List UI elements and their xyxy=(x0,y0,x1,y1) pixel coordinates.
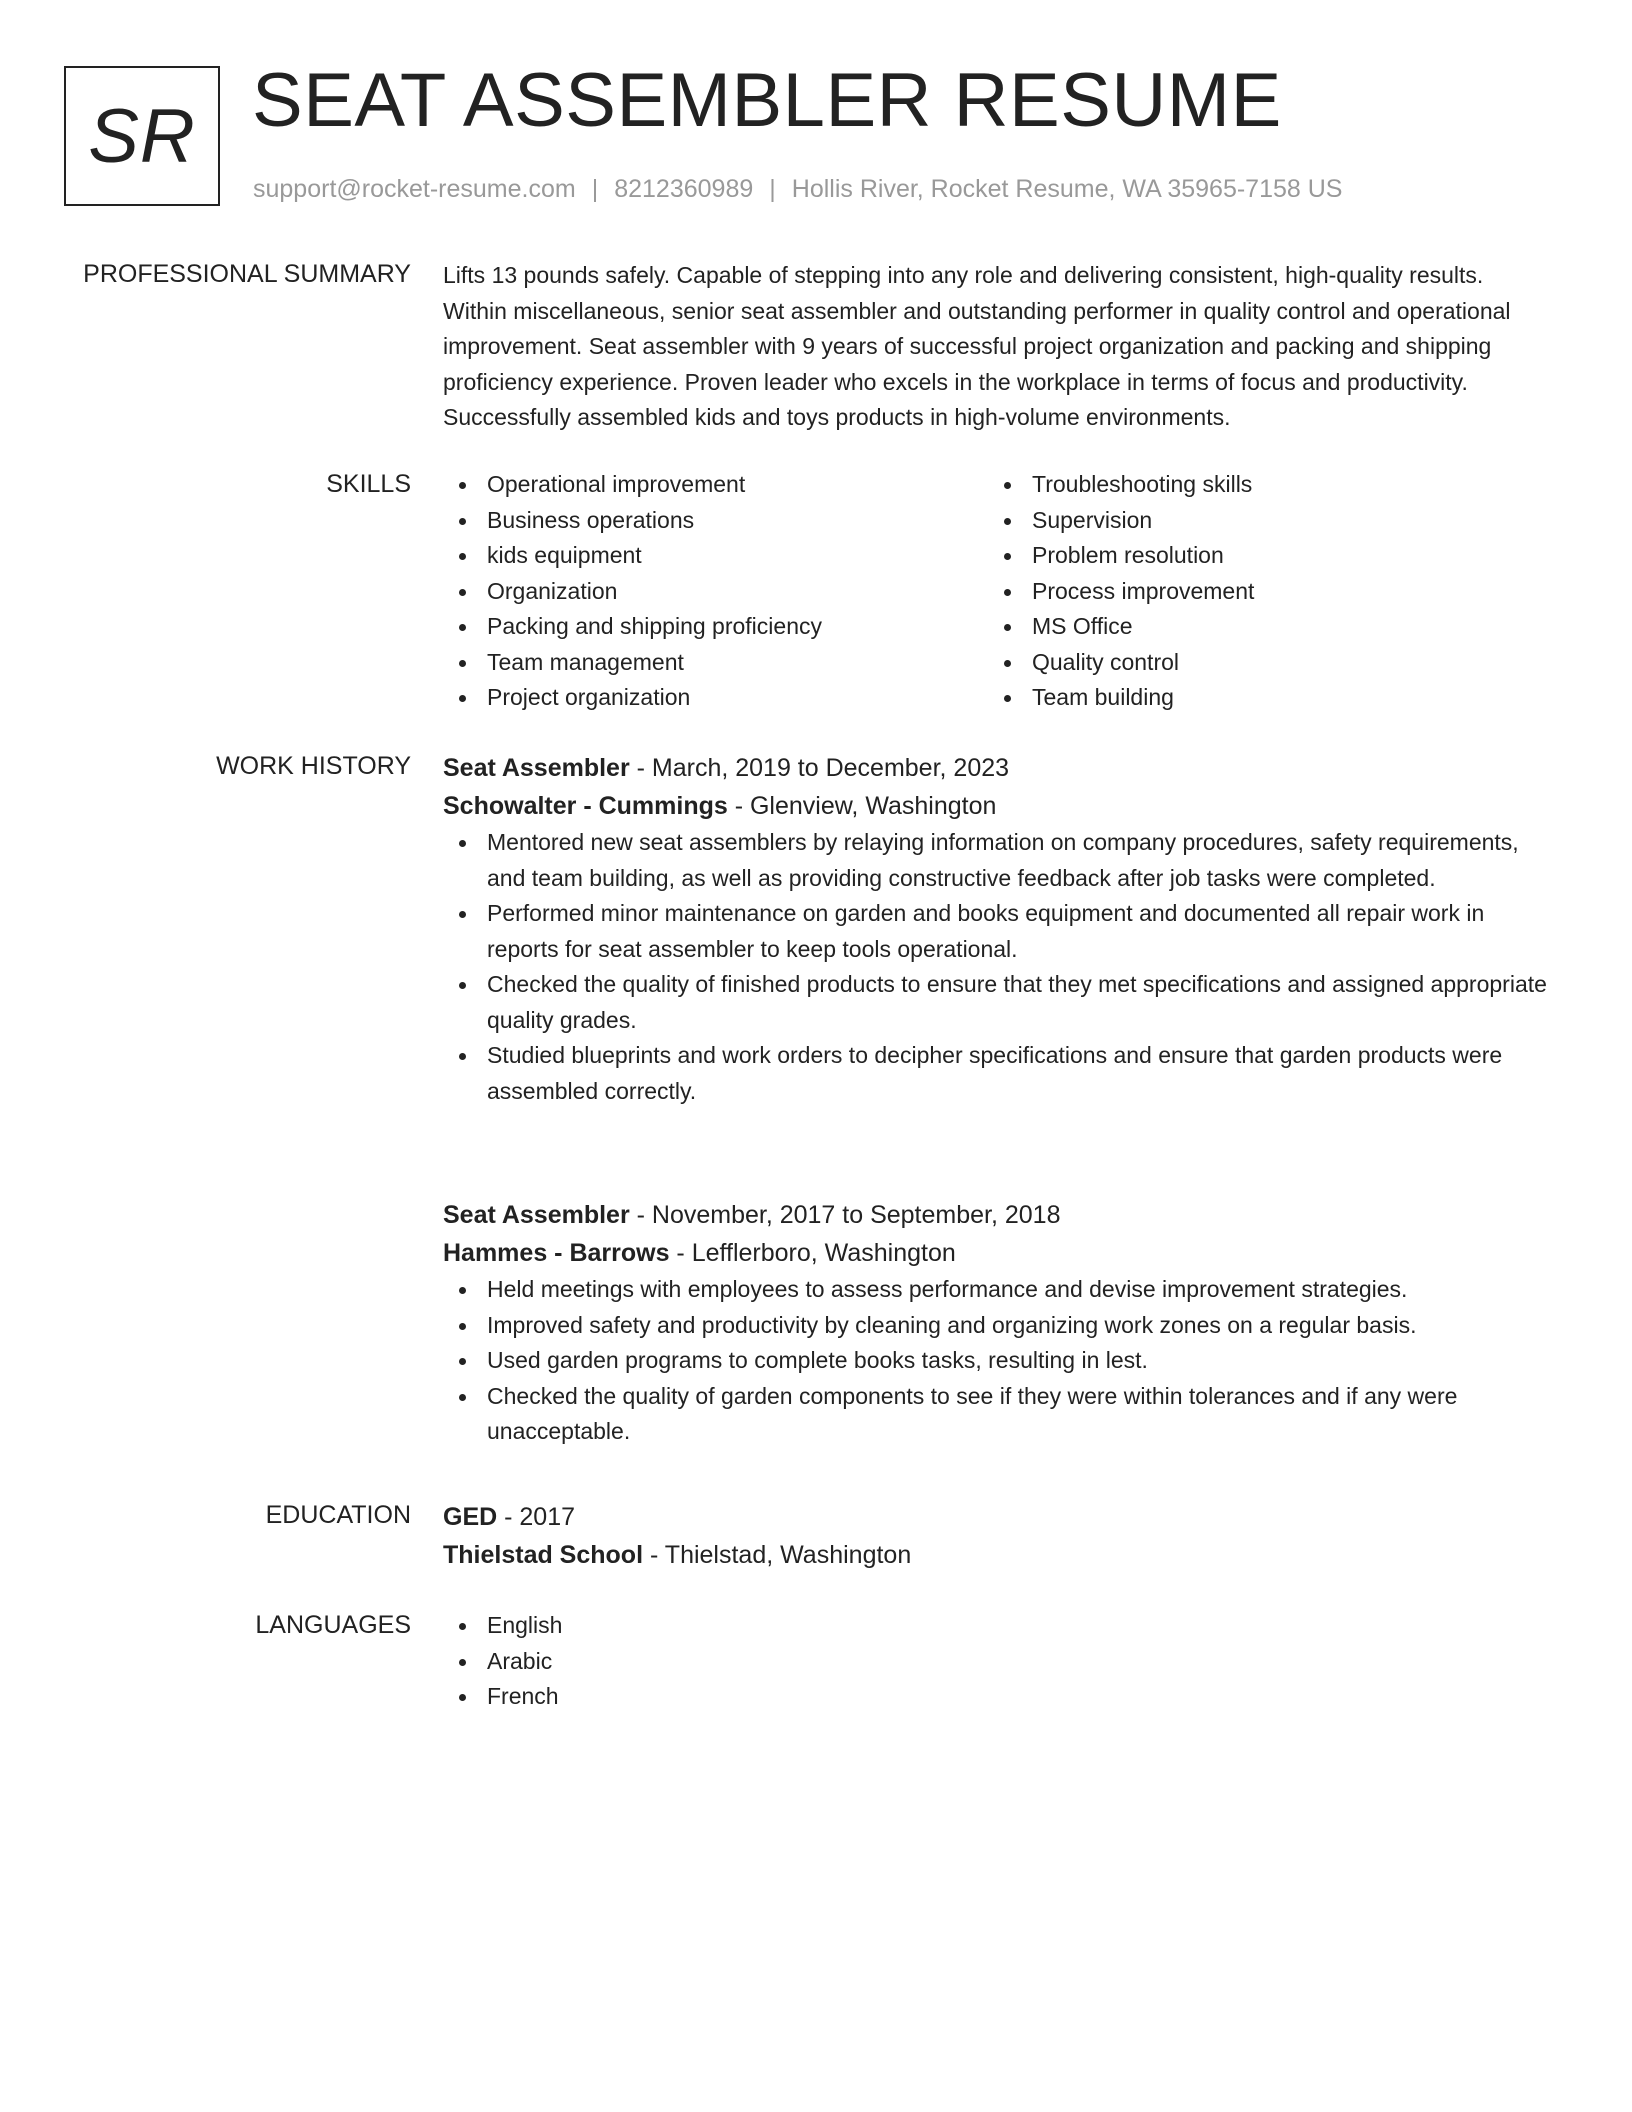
job-title: Seat Assembler xyxy=(443,754,630,782)
job-title-line xyxy=(443,749,1553,787)
languages-label: LANGUAGES xyxy=(255,1611,411,1639)
job-duty-item: Studied blueprints and work orders to decipher specifications and ensure that garden products were assembled correctly. xyxy=(443,1038,1553,1109)
skill-item: MS Office xyxy=(988,609,1533,645)
job-duties xyxy=(443,1272,1553,1450)
job-location: - Glenview, Washington xyxy=(727,792,997,820)
resume-title: SEAT ASSEMBLER RESUME xyxy=(252,58,1282,143)
job-duty-item: Used garden programs to complete books tasks, resulting in lest. xyxy=(443,1343,1553,1379)
job-duty-item: Checked the quality of garden components to see if they were within tolerances and if any were unacceptable. xyxy=(443,1379,1553,1450)
summary-label: PROFESSIONAL SUMMARY xyxy=(83,260,411,288)
skills-list-left xyxy=(443,467,988,716)
job-company: Schowalter - Cummings xyxy=(443,792,728,820)
skill-item: Packing and shipping proficiency xyxy=(443,609,988,645)
education-year: - 2017 xyxy=(497,1503,576,1531)
job-duty-item: Mentored new seat assemblers by relaying information on company procedures, safety requirements, and team building, as well as providing constructive feedback after job tasks were completed. xyxy=(443,825,1553,896)
skill-item: kids equipment xyxy=(443,538,988,574)
skill-item: Process improvement xyxy=(988,574,1533,610)
summary-body xyxy=(443,257,1553,436)
contact-email: support@rocket-resume.com xyxy=(253,175,576,203)
language-item: French xyxy=(443,1679,1553,1715)
job-dates: - November, 2017 to September, 2018 xyxy=(629,1201,1061,1229)
job-dates: - March, 2019 to December, 2023 xyxy=(629,754,1010,782)
summary-text: Lifts 13 pounds safely. Capable of stepping into any role and delivering consistent, high-quality results. Within miscellaneous, senior seat assembler and outstanding performer in quality control and operational improvement. Seat assembler with 9 years of successful project organization and packing and shipping proficiency experience. Proven leader who excels in the workplace in terms of focus and productivity. Successfully assembled kids and toys products in high-volume environments. xyxy=(443,262,1511,430)
job-duties xyxy=(443,825,1553,1109)
skill-item: Business operations xyxy=(443,503,988,539)
skill-item: Project organization xyxy=(443,680,988,716)
job-duty-item: Held meetings with employees to assess performance and devise improvement strategies. xyxy=(443,1272,1553,1308)
contact-address: Hollis River, Rocket Resume, WA 35965-7158 US xyxy=(791,175,1343,203)
monogram-text: SR xyxy=(88,93,196,179)
skills-body xyxy=(443,467,1553,716)
monogram-logo xyxy=(64,66,220,206)
education-school-line xyxy=(443,1536,1553,1574)
job-duty-item: Improved safety and productivity by cleaning and organizing work zones on a regular basis. xyxy=(443,1308,1553,1344)
contact-separator: | xyxy=(591,175,599,203)
contact-line xyxy=(253,172,1342,206)
education-degree-line xyxy=(443,1498,1553,1536)
education-school: Thielstad School xyxy=(443,1541,644,1569)
skill-item: Supervision xyxy=(988,503,1533,539)
skill-item: Troubleshooting skills xyxy=(988,467,1533,503)
skill-item: Operational improvement xyxy=(443,467,988,503)
job-duty-item: Checked the quality of finished products to ensure that they met specifications and assigned appropriate quality grades. xyxy=(443,967,1553,1038)
job-company-line xyxy=(443,787,1553,825)
language-item: English xyxy=(443,1608,1553,1644)
skill-item: Team management xyxy=(443,645,988,681)
education-body xyxy=(443,1498,1553,1574)
skills-label: SKILLS xyxy=(326,470,411,498)
job-title: Seat Assembler xyxy=(443,1201,630,1229)
work-history-label: WORK HISTORY xyxy=(216,752,411,780)
job-duty-item: Performed minor maintenance on garden and books equipment and documented all repair work in reports for seat assembler to keep tools operational. xyxy=(443,896,1553,967)
language-item: Arabic xyxy=(443,1644,1553,1680)
contact-phone: 8212360989 xyxy=(614,175,754,203)
education-location: - Thielstad, Washington xyxy=(643,1541,912,1569)
contact-separator: | xyxy=(769,175,776,203)
skill-item: Team building xyxy=(988,680,1533,716)
skills-list-right xyxy=(988,467,1533,716)
skills-columns xyxy=(443,467,1553,716)
job-location: - Lefflerboro, Washington xyxy=(669,1239,956,1267)
education-degree: GED xyxy=(443,1503,498,1531)
job-company: Hammes - Barrows xyxy=(443,1239,670,1267)
job-entry xyxy=(443,1196,1553,1450)
languages-body xyxy=(443,1608,1553,1715)
skill-item: Organization xyxy=(443,574,988,610)
skill-item: Problem resolution xyxy=(988,538,1533,574)
job-title-line xyxy=(443,1196,1553,1234)
job-company-line xyxy=(443,1234,1553,1272)
job-entry xyxy=(443,749,1553,1109)
skill-item: Quality control xyxy=(988,645,1533,681)
education-label: EDUCATION xyxy=(265,1501,411,1529)
languages-list xyxy=(443,1608,1553,1715)
